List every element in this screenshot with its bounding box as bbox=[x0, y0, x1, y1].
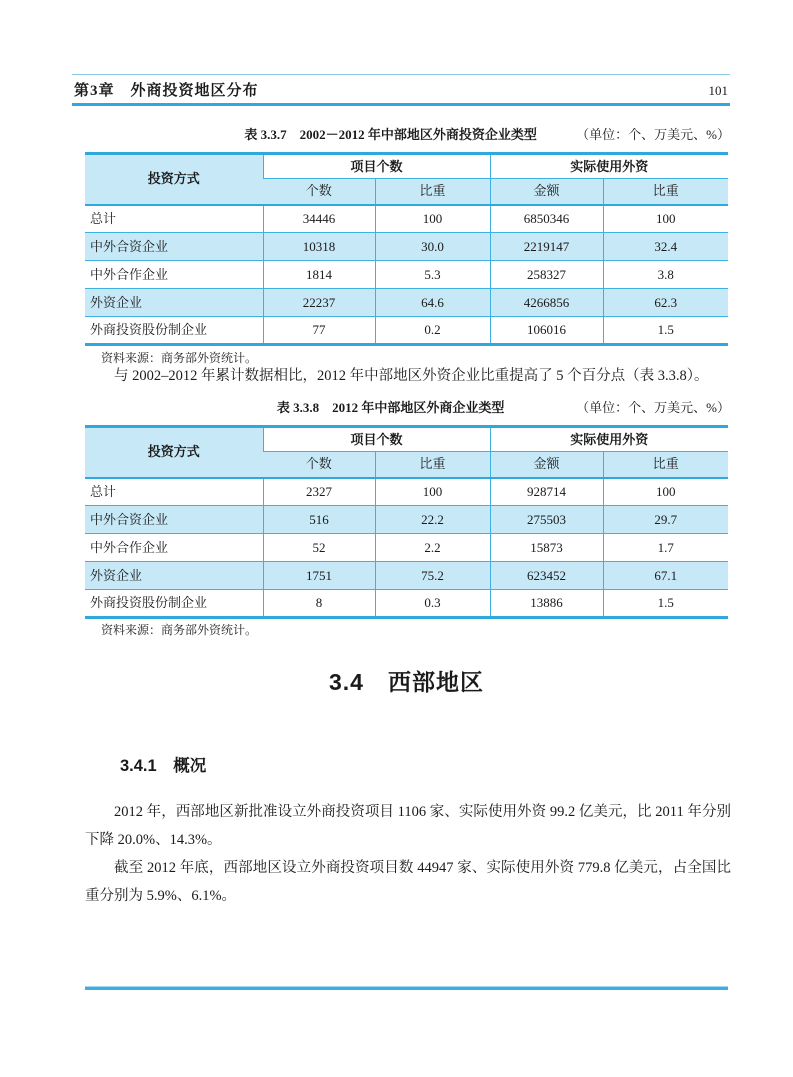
cell: 106016 bbox=[490, 317, 603, 345]
column-header-share: 比重 bbox=[375, 452, 490, 478]
cell: 5.3 bbox=[375, 261, 490, 289]
paragraph-text: 截至 2012 年底，西部地区设立外商投资项目数 44947 家、实际使用外资 779.8 亿美元，占全国比重分别为 5.9%、6.1%。 bbox=[85, 860, 731, 904]
column-group-projects: 项目个数 bbox=[263, 427, 490, 452]
chapter-title: 第3章 外商投资地区分布 bbox=[74, 83, 259, 99]
table-3-3-8 bbox=[85, 425, 728, 619]
cell: 100 bbox=[603, 478, 728, 506]
paragraph-text: 与 2002–2012 年累计数据相比，2012 年中部地区外资企业比重提高了 5 个百分点（表 3.3.8）。 bbox=[114, 368, 709, 384]
column-header-count: 个数 bbox=[263, 452, 375, 478]
table-header-group-row bbox=[85, 154, 728, 179]
table-row bbox=[85, 590, 728, 618]
row-label: 外商投资股份制企业 bbox=[85, 590, 263, 618]
cell: 64.6 bbox=[375, 289, 490, 317]
table2-source-note: 资料来源：商务部外资统计。 bbox=[101, 623, 258, 637]
cell: 75.2 bbox=[375, 562, 490, 590]
paragraph-between-tables bbox=[85, 362, 731, 390]
cell: 32.4 bbox=[603, 233, 728, 261]
cell: 34446 bbox=[263, 205, 375, 233]
table1-source-note: 资料来源：商务部外资统计。 bbox=[101, 351, 258, 365]
table1-caption-row bbox=[85, 124, 730, 143]
section-title: 3.4 西部地区 bbox=[329, 669, 484, 695]
page-header bbox=[72, 74, 730, 106]
page-number: 101 bbox=[708, 83, 728, 98]
row-label: 外资企业 bbox=[85, 289, 263, 317]
cell: 100 bbox=[375, 478, 490, 506]
cell: 30.0 bbox=[375, 233, 490, 261]
cell: 1.7 bbox=[603, 534, 728, 562]
cell: 62.3 bbox=[603, 289, 728, 317]
cell: 2.2 bbox=[375, 534, 490, 562]
section-body bbox=[85, 798, 731, 910]
cell: 258327 bbox=[490, 261, 603, 289]
table-row bbox=[85, 534, 728, 562]
column-header-amount: 金额 bbox=[490, 179, 603, 205]
cell: 4266856 bbox=[490, 289, 603, 317]
table2-unit-note: （单位：个、万美元、%） bbox=[576, 400, 730, 415]
column-group-fdi: 实际使用外资 bbox=[490, 154, 728, 179]
cell: 0.2 bbox=[375, 317, 490, 345]
cell: 3.8 bbox=[603, 261, 728, 289]
cell: 8 bbox=[263, 590, 375, 618]
table-row bbox=[85, 317, 728, 345]
cell: 15873 bbox=[490, 534, 603, 562]
row-label: 总计 bbox=[85, 478, 263, 506]
table-row bbox=[85, 233, 728, 261]
subsection-title: 3.4.1 概况 bbox=[120, 757, 207, 775]
table-row bbox=[85, 289, 728, 317]
row-label: 中外合作企业 bbox=[85, 534, 263, 562]
column-header-count: 个数 bbox=[263, 179, 375, 205]
cell: 52 bbox=[263, 534, 375, 562]
cell: 275503 bbox=[490, 506, 603, 534]
table2-caption: 表 3.3.8 2012 年中部地区外商企业类型 bbox=[276, 400, 505, 415]
column-header-amount: 金额 bbox=[490, 452, 603, 478]
column-header-share: 比重 bbox=[603, 452, 728, 478]
cell: 67.1 bbox=[603, 562, 728, 590]
cell: 1751 bbox=[263, 562, 375, 590]
row-label: 外商投资股份制企业 bbox=[85, 317, 263, 345]
table-row bbox=[85, 205, 728, 233]
cell: 100 bbox=[375, 205, 490, 233]
cell: 22.2 bbox=[375, 506, 490, 534]
column-header-share: 比重 bbox=[375, 179, 490, 205]
row-label: 中外合作企业 bbox=[85, 261, 263, 289]
table-row bbox=[85, 478, 728, 506]
cell: 29.7 bbox=[603, 506, 728, 534]
cell: 100 bbox=[603, 205, 728, 233]
table2-caption-row bbox=[85, 397, 730, 416]
cell: 1.5 bbox=[603, 317, 728, 345]
column-header-share: 比重 bbox=[603, 179, 728, 205]
cell: 22237 bbox=[263, 289, 375, 317]
cell: 77 bbox=[263, 317, 375, 345]
table-row bbox=[85, 562, 728, 590]
cell: 0.3 bbox=[375, 590, 490, 618]
row-label: 外资企业 bbox=[85, 562, 263, 590]
footer-accent-rule bbox=[85, 986, 728, 990]
table-3-3-7 bbox=[85, 152, 728, 346]
table1-unit-note: （单位：个、万美元、%） bbox=[576, 127, 730, 142]
cell: 10318 bbox=[263, 233, 375, 261]
row-label: 总计 bbox=[85, 205, 263, 233]
table-row bbox=[85, 506, 728, 534]
table-row bbox=[85, 261, 728, 289]
column-header-method: 投资方式 bbox=[85, 427, 263, 478]
table1-caption: 表 3.3.7 2002－2012 年中部地区外商投资企业类型 bbox=[244, 127, 537, 142]
cell: 1814 bbox=[263, 261, 375, 289]
cell: 928714 bbox=[490, 478, 603, 506]
cell: 13886 bbox=[490, 590, 603, 618]
column-group-fdi: 实际使用外资 bbox=[490, 427, 728, 452]
row-label: 中外合资企业 bbox=[85, 233, 263, 261]
cell: 2327 bbox=[263, 478, 375, 506]
paragraph-text: 2012 年，西部地区新批准设立外商投资项目 1106 家、实际使用外资 99.2 亿美元，比 2011 年分别下降 20.0%、14.3%。 bbox=[85, 804, 731, 848]
table-header-group-row bbox=[85, 427, 728, 452]
cell: 6850346 bbox=[490, 205, 603, 233]
cell: 1.5 bbox=[603, 590, 728, 618]
cell: 2219147 bbox=[490, 233, 603, 261]
cell: 516 bbox=[263, 506, 375, 534]
cell: 623452 bbox=[490, 562, 603, 590]
row-label: 中外合资企业 bbox=[85, 506, 263, 534]
column-group-projects: 项目个数 bbox=[263, 154, 490, 179]
column-header-method: 投资方式 bbox=[85, 154, 263, 205]
